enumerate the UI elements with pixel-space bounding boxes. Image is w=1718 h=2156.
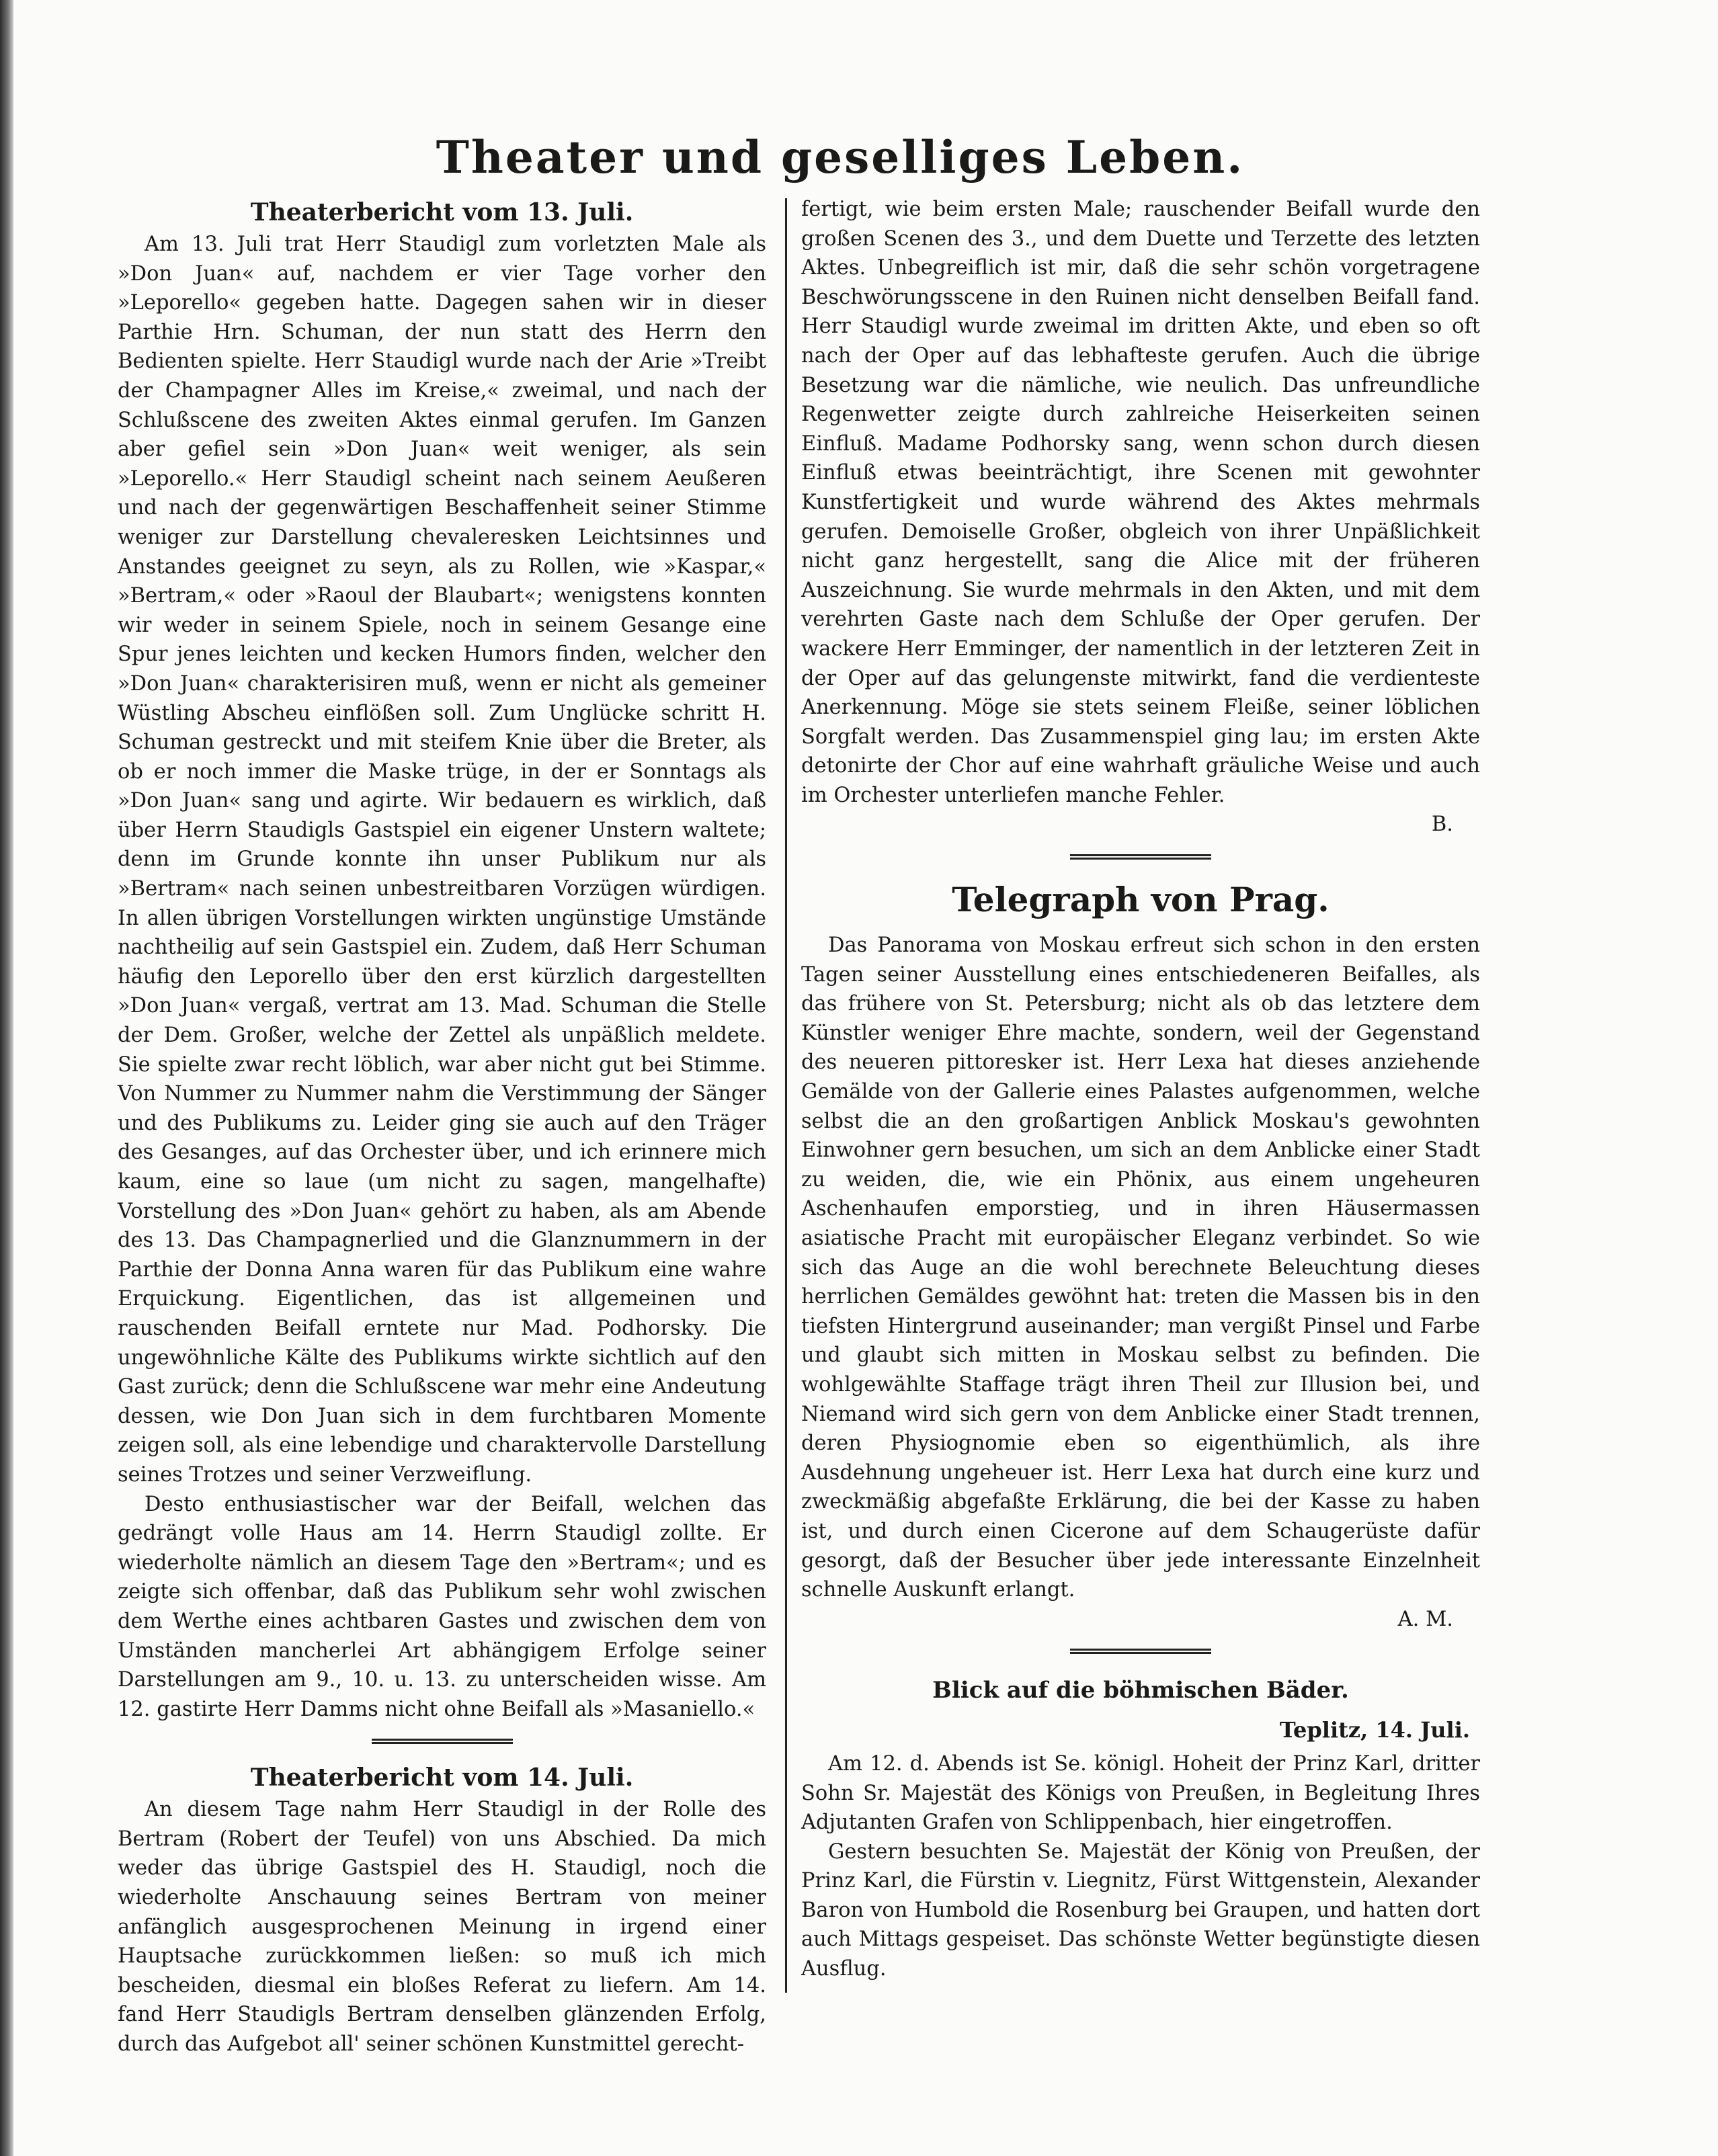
dateline: Teplitz, 14. Juli. (1279, 1717, 1470, 1743)
article-paragraph: Am 12. d. Abends ist Se. königl. Hoheit der Prinz Karl, dritter Sohn Sr. Majestät des Königs von Preußen, in Begleitung Ihres Adjutanten Grafen von Schlippenbach, hier eingetroffen. (801, 1751, 1480, 1835)
article-paragraph-continued: fertigt, wie beim ersten Male; rauschender Beifall wurde den großen Scenen des 3., und dem Duette und Terzette des letzten Aktes. Unbegreiflich ist mir, daß die sehr schön vorgetragene Beschwörungsscene in den Ruinen nicht denselben Beifall fand. Herr Staudigl wurde zweimal im dritten Akte, und eben so oft nach der Oper auf das lebhafteste gerufen. Auch die übrige Besetzung war die nämliche, wie neulich. Das unfreundliche Regenwetter zeigte durch zahlreiche Heiserkeiten seinen Einfluß. Madame Podhorsky sang, wenn schon durch diesen Einfluß etwas beeinträchtigt, ihre Scenen mit gewohnter Kunstfertigkeit und wurde während des Aktes mehrmals gerufen. Demoiselle Großer, obgleich von ihrer Unpäßlichkeit nicht ganz hergestellt, sang die Alice mit der früheren Auszeichnung. Sie wurde mehrmals in den Akten, und mit dem verehrten Gaste nach dem Schluße der Oper gerufen. Der wackere Herr Emminger, der namentlich in der letzteren Zeit in der Oper auf das gelungenste mitwirkt, fand die verdienteste Anerkennung. Möge sie stets seinem Fleiße, seiner löblichen Sorgfalt werden. Das Zusammenspiel ging lau; im ersten Akte detonirte der Chor auf eine wahrhaft gräuliche Weise und auch im Orchester unterliefen manche Fehler. (801, 198, 1480, 807)
section-separator (1070, 854, 1211, 860)
page-binding-edge (0, 0, 13, 2156)
article-paragraph: Desto enthusiastischer war der Beifall, welchen das gedrängt volle Haus am 14. Herrn Staudigl zollte. Er wiederholte nämlich an diesem Tage den »Bertram«; und es zeigte sich offenbar, daß das Publikum sehr wohl zwischen dem Werthe eines achtbaren Gastes und zwischen dem von Umständen mancherlei Art abhängigem Erfolge seiner Darstellungen am 9., 10. u. 13. zu unterscheiden wisse. Am 12. gastirte Herr Damms nicht ohne Beifall als »Masaniello.« (118, 1492, 766, 1721)
column-divider (785, 198, 787, 1993)
page-title: Theater und geselliges Leben. (436, 131, 1245, 183)
section-title-theater-14: Theaterbericht vom 14. Juli. (250, 1764, 634, 1792)
left-column (118, 195, 766, 2059)
author-signature: A. M. (1397, 1607, 1453, 1631)
section-separator (1070, 1649, 1211, 1654)
article-paragraph: Das Panorama von Moskau erfreut sich schon in den ersten Tagen seiner Ausstellung eines entschiedeneren Beifalles, als das frühere von St. Petersburg; nicht als ob das letztere dem Künstler weniger Ehre machte, sondern, weil der Gegenstand des neueren pittoresker ist. Herr Lexa hat dieses anziehende Gemälde von der Gallerie eines Palastes aufgenommen, welche selbst die an den großartigen Anblick Moskau's gewohnten Einwohner gern besuchen, um sich an dem Anblicke einer Stadt zu weiden, die, wie ein Phönix, aus einem ungeheuren Aschenhaufen emporstieg, und in ihren Häusermassen asiatische Pracht mit europäischer Eleganz verbindet. So wie sich das Auge an die wohl berechnete Beleuchtung dieses herrlichen Gemäldes gewöhnt hat: treten die Massen bis in den tiefsten Hintergrund auseinander; man vergißt Pinsel und Farbe und glaubt sich mitten in Moskau selbst zu befinden. Die wohlgewählte Staffage trägt ihren Theil zur Illusion bei, und Niemand wird sich gern von dem Anblicke einer Stadt trennen, deren Physiognomie eben so eigenthümlich, als ihre Ausdehnung ungeheuer ist. Herr Lexa hat durch eine kurz und zweckmäßig abgefaßte Erklärung, die bei der Kasse zu haben ist, und durch einen Cicerone auf dem Schaugerüste dafür gesorgt, daß der Besucher über jede interessante Einzelnheit schnelle Auskunft erlangt. (801, 934, 1480, 1602)
section-title-telegraph: Telegraph von Prag. (952, 880, 1330, 920)
author-signature: B. (1431, 813, 1453, 837)
section-title-baeder: Blick auf die böhmischen Bäder. (932, 1677, 1349, 1704)
article-paragraph: Gestern besuchten Se. Majestät der König von Preußen, der Prinz Karl, die Fürstin v. Liegnitz, Fürst Wittgenstein, Alexander Baron von Humbold die Rosenburg bei Graupen, und hatten dort auch Mittags gespeiset. Das schönste Wetter begünstigte diesen Ausflug. (801, 1839, 1480, 1981)
section-separator (372, 1739, 513, 1744)
article-paragraph: An diesem Tage nahm Herr Staudigl in der Rolle des Bertram (Robert der Teufel) von uns Abschied. Da mich weder das übrige Gastspiel des H. Staudigl, noch die wiederholte Anschauung seines Bertram von meiner anfänglich ausgesprochenen Meinung in irgend einer Hauptsache zurückkommen ließen: so muß ich mich bescheiden, diesmal ein bloßes Referat zu liefern. Am 14. fand Herr Staudigls Bertram denselben glänzenden Erfolg, durch das Aufgebot all' seiner schönen Kunstmittel gerecht- (118, 1798, 766, 2057)
article-paragraph: Am 13. Juli trat Herr Staudigl zum vorletzten Male als »Don Juan« auf, nachdem er vier Tage vorher den »Leporello« gegeben hatte. Dagegen sahen wir in dieser Parthie Hrn. Schuman, der nun statt des Herrn den Bedienten spielte. Herr Staudigl wurde nach der Arie »Treibt der Champagner Alles im Kreise,« zweimal, und nach der Schlußscene des zweiten Aktes einmal gerufen. Im Ganzen aber gefiel sein »Don Juan« weit weniger, als sein »Leporello.« Herr Staudigl scheint nach seinem Aeußeren und nach der gegenwärtigen Beschaffenheit seiner Stimme weniger zur Darstellung chevaleresken Leichtsinnes und Anstandes geeignet zu seyn, als zu Rollen, wie »Kaspar,« »Bertram,« oder »Raoul der Blaubart«; wenigstens konnten wir weder in seinem Spiele, noch in seinem Gesange eine Spur jenes leichten und kecken Humors finden, welcher den »Don Juan« charakterisiren muß, wenn er nicht als gemeiner Wüstling Abscheu einflößen soll. Zum Unglücke schritt H. Schuman gestreckt und mit steifem Knie über die Breter, als ob er noch immer die Maske trüge, in der er Sonntags als »Don Juan« sang und agirte. Wir bedauern es wirklich, daß über Herrn Staudigls Gastspiel ein eigener Unstern waltete; denn im Grunde konnte ihn unser Publikum nur als »Bertram« nach seinen unbestreitbaren Vorzügen würdigen. In allen übrigen Vorstellungen wirkten ungünstige Umstände nachtheilig auf sein Gastspiel ein. Zudem, daß Herr Schuman häufig den Leporello über den erst kürzlich dargestellten »Don Juan« vergaß, vertrat am 13. Mad. Schuman die Stelle der Dem. Großer, welche der Zettel als unpäßlich meldete. Sie spielte zwar recht löblich, war aber nicht gut bei Stimme. Von Nummer zu Nummer nahm die Verstimmung der Sänger und des Publikums zu. Leider ging sie auch auf den Träger des Gesanges, auf das Orchester über, und ich erinnere mich kaum, eine so laue (um nicht zu sagen, mangelhafte) Vorstellung des »Don Juan« gehört zu haben, als am Abende des 13. Das Champagnerlied und die Glanznummern in der Parthie der Donna Anna waren für das Publikum eine wahre Erquickung. Eigentlichen, das ist allgemeinen und rauschenden Beifall erntete nur Mad. Podhorsky. Die ungewöhnliche Kälte des Publikums wirkte sichtlich auf den Gast zurück; denn die Schlußscene war mehr eine Andeutung dessen, wie Don Juan sich in dem furchtbaren Momente zeigen soll, als eine lebendige und charaktervolle Darstellung seines Trotzes und seiner Verzweiflung. (118, 233, 766, 1487)
right-column (801, 195, 1480, 1984)
section-title-theater-13: Theaterbericht vom 13. Juli. (250, 198, 634, 226)
